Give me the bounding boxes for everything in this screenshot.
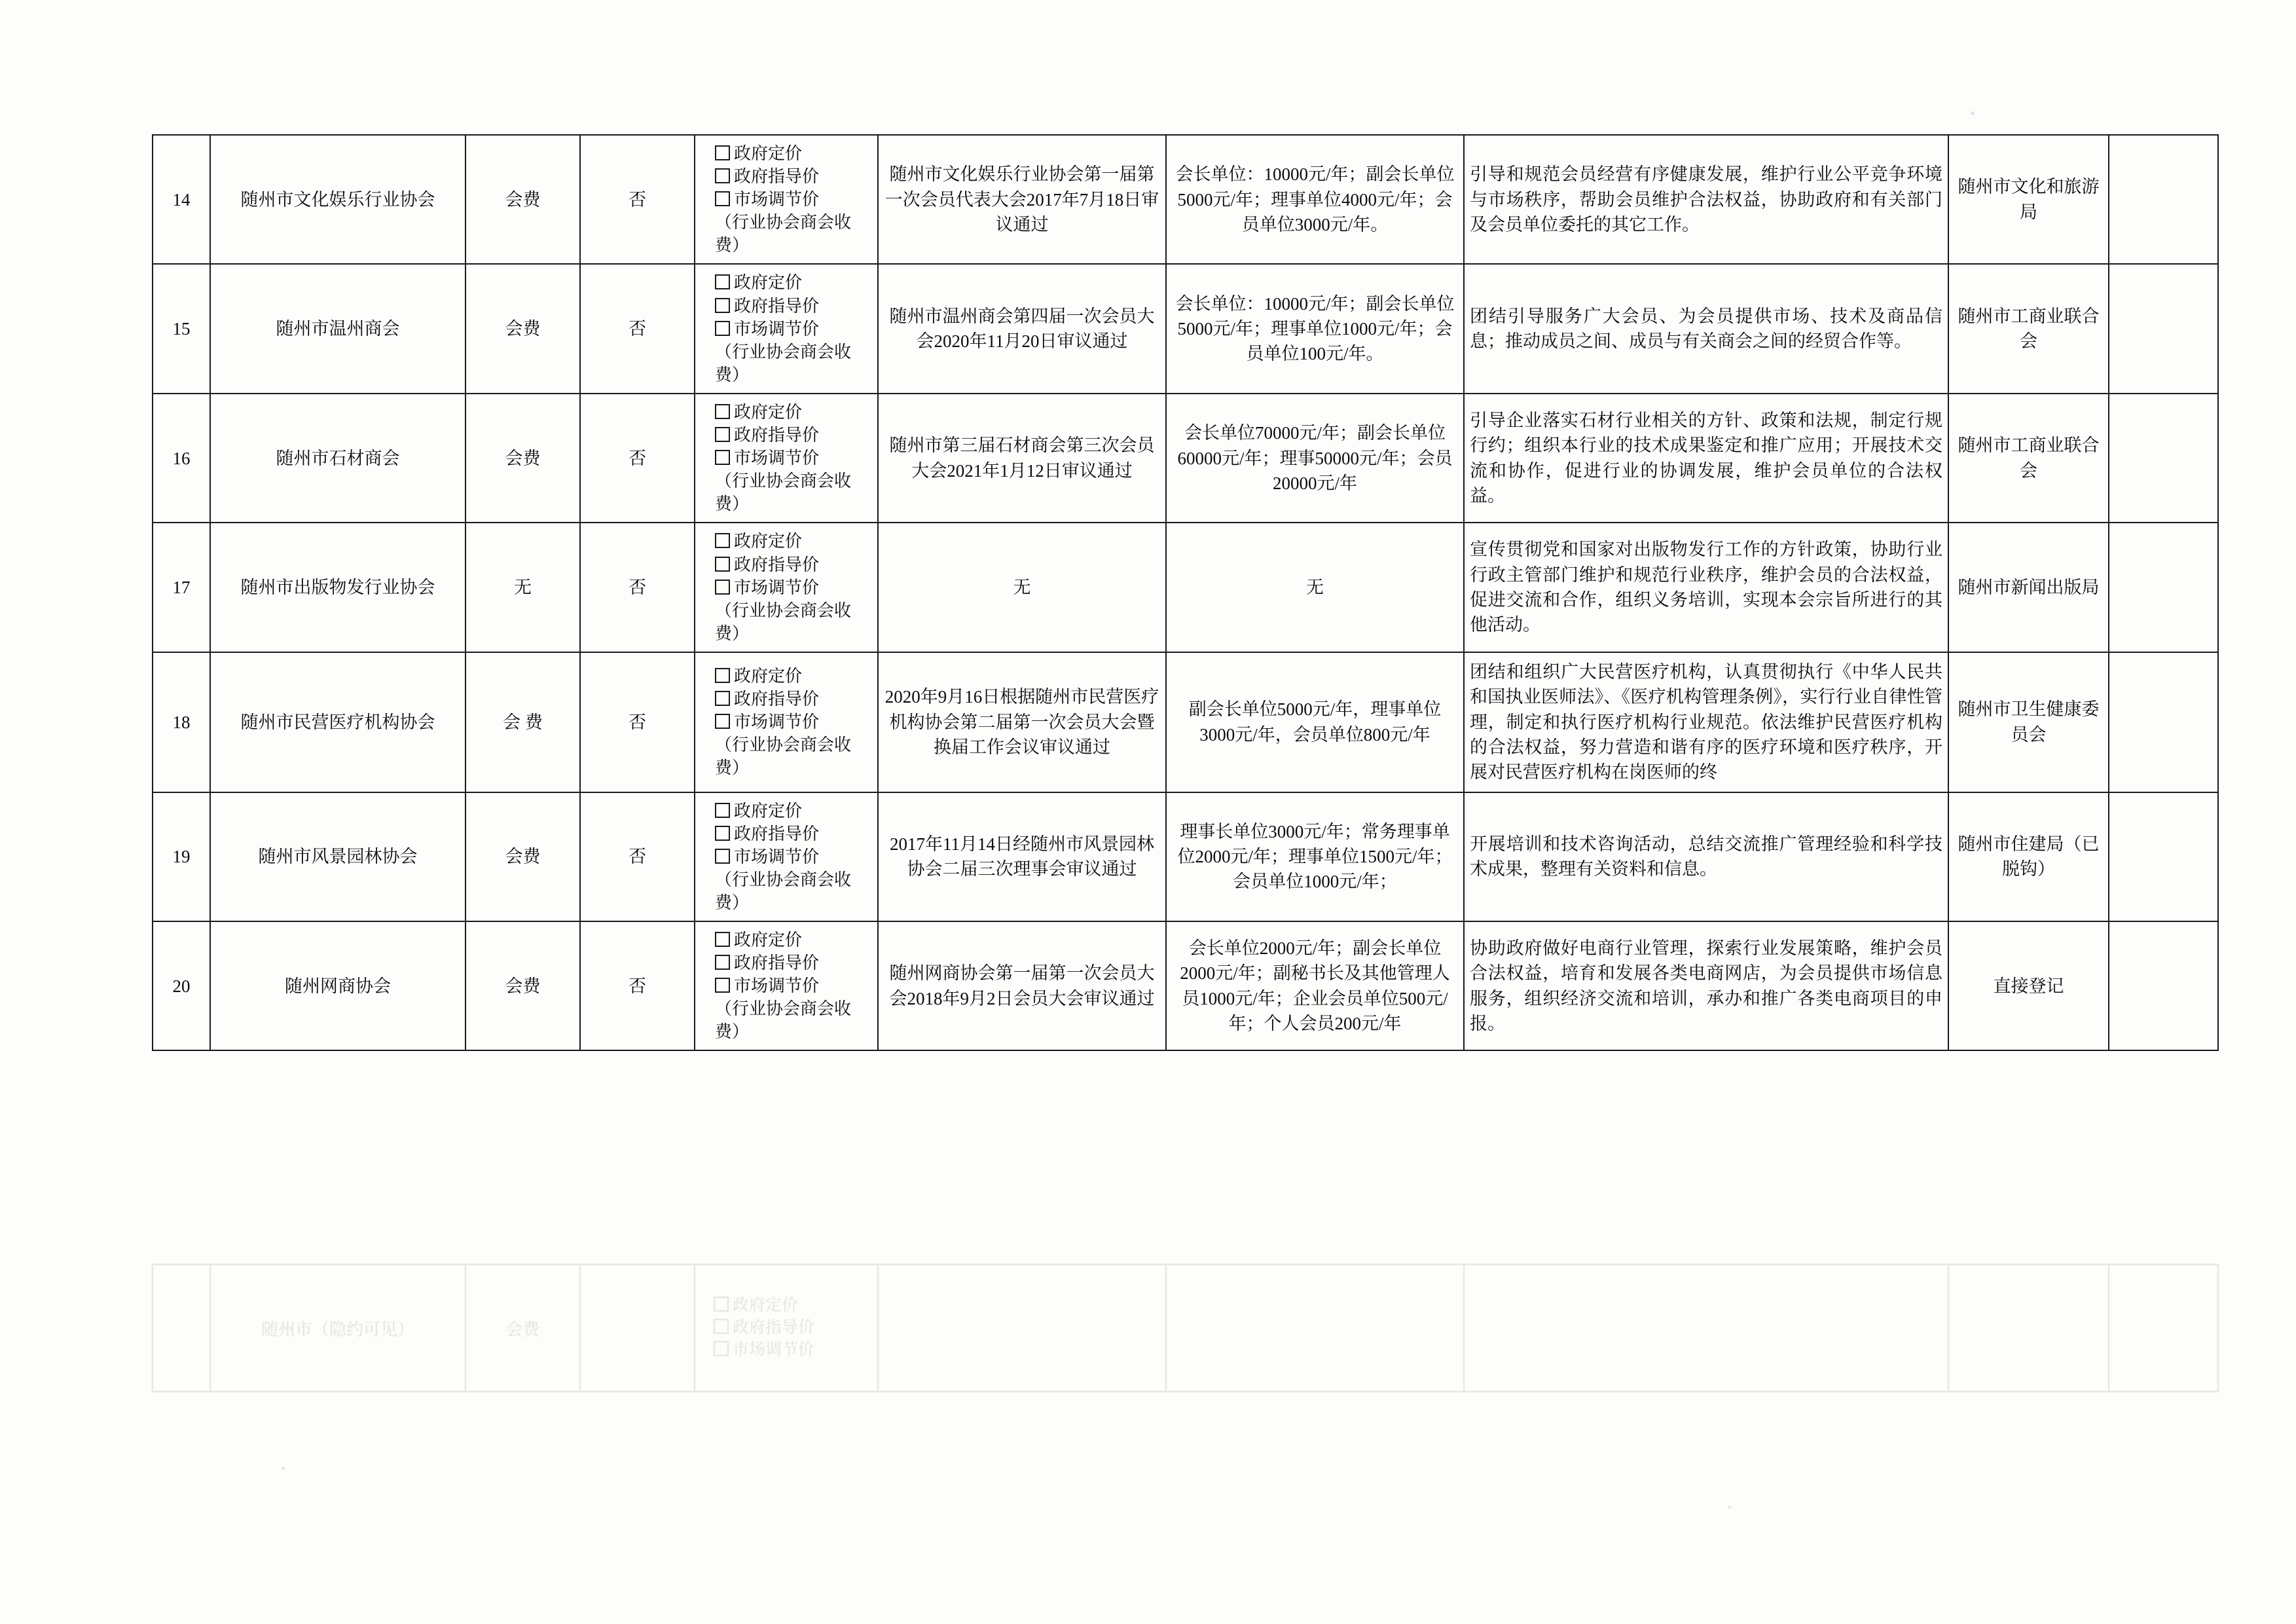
checkbox-option[interactable] bbox=[715, 190, 819, 209]
option-label: 政府定价 bbox=[734, 532, 803, 551]
ghost-association-name: 随州市（隐约可见） bbox=[210, 1264, 465, 1392]
option-label: 市场调节价 bbox=[734, 847, 820, 866]
checkbox-option[interactable] bbox=[715, 144, 802, 163]
ghost-business-scope bbox=[1464, 1264, 1948, 1392]
checkbox-option[interactable] bbox=[715, 712, 819, 731]
table-container bbox=[152, 134, 2152, 1051]
checkbox-icon[interactable] bbox=[715, 580, 730, 595]
checkbox-option[interactable] bbox=[715, 426, 819, 445]
row-number: 20 bbox=[153, 921, 210, 1050]
ghost-pricing-form bbox=[695, 1264, 878, 1392]
fee-basis: 随州市文化娱乐行业协会第一届第一次会员代表大会2017年7月18日审议通过 bbox=[878, 135, 1166, 264]
business-scope: 团结和组织广大民营医疗机构，认真贯彻执行《中华人民共和国执业医师法》、《医疗机构管理条例》，实行行业自律性管理，制定和执行医疗机构行业规范。依法维护民营医疗机构的合法权益，努力营造和谐有序的医疗环境和医疗秩序，开展对民营医疗机构在岗医师的终 bbox=[1464, 652, 1948, 792]
checkbox-option[interactable] bbox=[715, 824, 819, 843]
checkbox-option[interactable] bbox=[715, 931, 802, 950]
option-label: 政府指导价 bbox=[734, 824, 820, 843]
option-label: 政府定价 bbox=[734, 801, 803, 821]
ghost-row-number bbox=[153, 1264, 210, 1392]
checkbox-icon[interactable] bbox=[715, 145, 730, 160]
fee-standard: 会长单位70000元/年；副会长单位60000元/年；理事50000元/年；会员20000元/年 bbox=[1166, 394, 1464, 523]
option-label: 政府定价 bbox=[734, 273, 803, 293]
business-scope: 开展培训和技术咨询活动，总结交流推广管理经验和科学技术成果，整理有关资料和信息。 bbox=[1464, 792, 1948, 921]
fee-item: 会费 bbox=[465, 135, 580, 264]
checkbox-icon[interactable] bbox=[715, 191, 730, 206]
scan-speck bbox=[282, 1467, 285, 1470]
fee-standard: 会长单位：10000元/年；副会长单位5000元/年；理事单位4000元/年；会员单位3000元/年。 bbox=[1166, 135, 1464, 264]
association-name: 随州市文化娱乐行业协会 bbox=[210, 135, 465, 264]
supervising-unit: 随州市住建局（已脱钩） bbox=[1948, 792, 2109, 921]
checkbox-icon[interactable] bbox=[715, 274, 730, 289]
fee-basis: 随州市第三届石材商会第三次会员大会2021年1月12日审议通过 bbox=[878, 394, 1166, 523]
ghost-supervising-unit bbox=[1948, 1264, 2109, 1392]
supervising-unit: 随州市文化和旅游局 bbox=[1948, 135, 2109, 264]
ghost-option-label: 政府指导价 bbox=[733, 1319, 815, 1337]
reduction-flag: 否 bbox=[580, 264, 695, 393]
fee-basis: 2017年11月14日经随州市风景园林协会二届三次理事会审议通过 bbox=[878, 792, 1166, 921]
ghost-option-label: 政府定价 bbox=[733, 1297, 799, 1315]
row-number: 16 bbox=[153, 394, 210, 523]
checkbox-icon[interactable] bbox=[715, 803, 730, 818]
option-label: 政府定价 bbox=[734, 402, 803, 422]
remark bbox=[2109, 792, 2218, 921]
row-number: 14 bbox=[153, 135, 210, 264]
fee-standard: 无 bbox=[1166, 523, 1464, 652]
checkbox-icon[interactable] bbox=[715, 714, 730, 729]
checkbox-icon[interactable] bbox=[715, 298, 730, 313]
checkbox-icon[interactable] bbox=[715, 978, 730, 993]
checkbox-option[interactable] bbox=[715, 578, 819, 597]
checkbox-option[interactable] bbox=[715, 667, 802, 686]
checkbox-icon[interactable] bbox=[715, 168, 730, 183]
pricing-note: （行业协会商会收费） bbox=[715, 735, 852, 778]
association-name: 随州市石材商会 bbox=[210, 394, 465, 523]
checkbox-option[interactable] bbox=[715, 847, 819, 866]
ghost-fee-basis bbox=[878, 1264, 1166, 1392]
checkbox-option[interactable] bbox=[715, 532, 802, 551]
association-name: 随州市温州商会 bbox=[210, 264, 465, 393]
fee-item: 会费 bbox=[465, 394, 580, 523]
remark bbox=[2109, 394, 2218, 523]
supervising-unit: 随州市工商业联合会 bbox=[1948, 264, 2109, 393]
fee-item: 会 费 bbox=[465, 652, 580, 792]
pricing-note: （行业协会商会收费） bbox=[715, 342, 852, 384]
supervising-unit: 随州市卫生健康委员会 bbox=[1948, 652, 2109, 792]
row-number: 15 bbox=[153, 264, 210, 393]
fee-basis: 无 bbox=[878, 523, 1166, 652]
checkbox-icon[interactable] bbox=[715, 849, 730, 864]
checkbox-icon[interactable] bbox=[715, 691, 730, 706]
remark bbox=[2109, 523, 2218, 652]
fee-standard: 会长单位：10000元/年；副会长单位5000元/年；理事单位1000元/年；会员单位100元/年。 bbox=[1166, 264, 1464, 393]
scan-speck bbox=[1971, 111, 1975, 115]
checkbox-option[interactable] bbox=[715, 167, 819, 186]
fee-item: 无 bbox=[465, 523, 580, 652]
pricing-note: （行业协会商会收费） bbox=[715, 213, 852, 255]
reduction-flag: 否 bbox=[580, 921, 695, 1050]
remark bbox=[2109, 135, 2218, 264]
fee-basis: 随州市温州商会第四届一次会员大会2020年11月20日审议通过 bbox=[878, 264, 1166, 393]
ghost-reduction-flag bbox=[580, 1264, 695, 1392]
checkbox-icon[interactable] bbox=[715, 826, 730, 841]
row-number: 18 bbox=[153, 652, 210, 792]
table-row bbox=[153, 264, 2218, 393]
table-row bbox=[153, 135, 2218, 264]
scan-speck bbox=[1728, 1506, 1731, 1509]
fee-basis: 随州网商协会第一届第一次会员大会2018年9月2日会员大会审议通过 bbox=[878, 921, 1166, 1050]
checkbox-icon[interactable] bbox=[715, 321, 730, 336]
supervising-unit: 随州市新闻出版局 bbox=[1948, 523, 2109, 652]
fee-table bbox=[152, 134, 2219, 1051]
checkbox-option[interactable] bbox=[715, 297, 819, 316]
reduction-flag: 否 bbox=[580, 135, 695, 264]
fee-standard: 副会长单位5000元/年，理事单位3000元/年，会员单位800元/年 bbox=[1166, 652, 1464, 792]
checkbox-icon[interactable] bbox=[715, 427, 730, 442]
ghost-remark bbox=[2109, 1264, 2218, 1392]
table-row bbox=[153, 394, 2218, 523]
checkbox-icon[interactable] bbox=[715, 450, 730, 465]
option-label: 政府定价 bbox=[734, 930, 803, 950]
business-scope: 宣传贯彻党和国家对出版物发行工作的方针政策，协助行业行政主管部门维护和规范行业秩序，维护会员的合法权益，促进交流和合作，组织义务培训，实现本会宗旨所进行的其他活动。 bbox=[1464, 523, 1948, 652]
ghost-option-label: 市场调节价 bbox=[733, 1340, 815, 1359]
option-label: 政府指导价 bbox=[734, 296, 820, 316]
supervising-unit: 直接登记 bbox=[1948, 921, 2109, 1050]
option-label: 政府指导价 bbox=[734, 167, 820, 187]
remark bbox=[2109, 652, 2218, 792]
pricing-form bbox=[695, 921, 878, 1050]
fee-basis: 2020年9月16日根据随州市民营医疗机构协会第二届第一次会员大会暨换届工作会议审议通过 bbox=[878, 652, 1166, 792]
ghost-fee-standard bbox=[1166, 1264, 1464, 1392]
checkbox-icon[interactable] bbox=[715, 404, 730, 419]
table-row bbox=[153, 523, 2218, 652]
table-row bbox=[153, 652, 2218, 792]
supervising-unit: 随州市工商业联合会 bbox=[1948, 394, 2109, 523]
association-name: 随州市风景园林协会 bbox=[210, 792, 465, 921]
pricing-form bbox=[695, 264, 878, 393]
checkbox-option[interactable] bbox=[715, 320, 819, 339]
pricing-form bbox=[695, 652, 878, 792]
remark bbox=[2109, 264, 2218, 393]
fee-standard: 会长单位2000元/年；副会长单位2000元/年；副秘书长及其他管理人员1000元/年；企业会员单位500元/年；个人会员200元/年 bbox=[1166, 921, 1464, 1050]
pricing-form bbox=[695, 523, 878, 652]
checkbox-option[interactable] bbox=[715, 403, 802, 422]
fee-item: 会费 bbox=[465, 792, 580, 921]
ghost-fee-item: 会费 bbox=[465, 1264, 580, 1392]
business-scope: 团结引导服务广大会员、为会员提供市场、技术及商品信息；推动成员之间、成员与有关商会之间的经贸合作等。 bbox=[1464, 264, 1948, 393]
option-label: 政府指导价 bbox=[734, 555, 820, 574]
option-label: 政府定价 bbox=[734, 666, 803, 686]
fee-item: 会费 bbox=[465, 264, 580, 393]
option-label: 政府定价 bbox=[734, 144, 803, 163]
option-label: 政府指导价 bbox=[734, 426, 820, 445]
business-scope: 协助政府做好电商行业管理，探索行业发展策略，维护会员合法权益，培育和发展各类电商网店，为会员提供市场信息服务，组织经济交流和培训，承办和推广各类电商项目的申报。 bbox=[1464, 921, 1948, 1050]
checkbox-icon[interactable] bbox=[715, 533, 730, 548]
option-label: 政府指导价 bbox=[734, 690, 820, 709]
reduction-flag: 否 bbox=[580, 652, 695, 792]
business-scope: 引导企业落实石材行业相关的方针、政策和法规，制定行规行约；组织本行业的技术成果鉴定和推广应用；开展技术交流和协作，促进行业的协调发展，维护会员单位的合法权益。 bbox=[1464, 394, 1948, 523]
reduction-flag: 否 bbox=[580, 792, 695, 921]
fee-item: 会费 bbox=[465, 921, 580, 1050]
pricing-note: （行业协会商会收费） bbox=[715, 471, 852, 514]
association-name: 随州网商协会 bbox=[210, 921, 465, 1050]
pricing-note: （行业协会商会收费） bbox=[715, 870, 852, 912]
checkbox-option[interactable] bbox=[715, 802, 802, 821]
pricing-form bbox=[695, 394, 878, 523]
checkbox-option[interactable] bbox=[715, 953, 819, 972]
table-row bbox=[153, 792, 2218, 921]
checkbox-option[interactable] bbox=[715, 555, 819, 574]
checkbox-option[interactable] bbox=[715, 449, 819, 468]
association-name: 随州市出版物发行业协会 bbox=[210, 523, 465, 652]
business-scope: 引导和规范会员经营有序健康发展，维护行业公平竞争环境与市场秩序，帮助会员维护合法权益，协助政府和有关部门及会员单位委托的其它工作。 bbox=[1464, 135, 1948, 264]
pricing-note: （行业协会商会收费） bbox=[715, 999, 852, 1042]
checkbox-icon[interactable] bbox=[715, 955, 730, 970]
checkbox-icon[interactable] bbox=[715, 557, 730, 572]
pricing-note: （行业协会商会收费） bbox=[715, 600, 852, 643]
option-label: 市场调节价 bbox=[734, 712, 820, 732]
checkbox-icon[interactable] bbox=[715, 668, 730, 683]
reduction-flag: 否 bbox=[580, 523, 695, 652]
checkbox-icon[interactable] bbox=[715, 932, 730, 947]
table-row bbox=[153, 921, 2218, 1050]
pricing-form bbox=[695, 135, 878, 264]
checkbox-option[interactable] bbox=[715, 273, 802, 292]
reduction-flag: 否 bbox=[580, 394, 695, 523]
row-number: 17 bbox=[153, 523, 210, 652]
scan-bleed-through-row bbox=[152, 1264, 2152, 1388]
row-number: 19 bbox=[153, 792, 210, 921]
option-label: 市场调节价 bbox=[734, 976, 820, 996]
remark bbox=[2109, 921, 2218, 1050]
pricing-form bbox=[695, 792, 878, 921]
option-label: 市场调节价 bbox=[734, 319, 820, 339]
checkbox-option[interactable] bbox=[715, 690, 819, 709]
checkbox-option[interactable] bbox=[715, 976, 819, 995]
option-label: 市场调节价 bbox=[734, 190, 820, 210]
association-name: 随州市民营医疗机构协会 bbox=[210, 652, 465, 792]
option-label: 政府指导价 bbox=[734, 953, 820, 973]
option-label: 市场调节价 bbox=[734, 449, 820, 468]
fee-standard: 理事长单位3000元/年；常务理事单位2000元/年；理事单位1500元/年；会员单位1000元/年； bbox=[1166, 792, 1464, 921]
option-label: 市场调节价 bbox=[734, 578, 820, 597]
